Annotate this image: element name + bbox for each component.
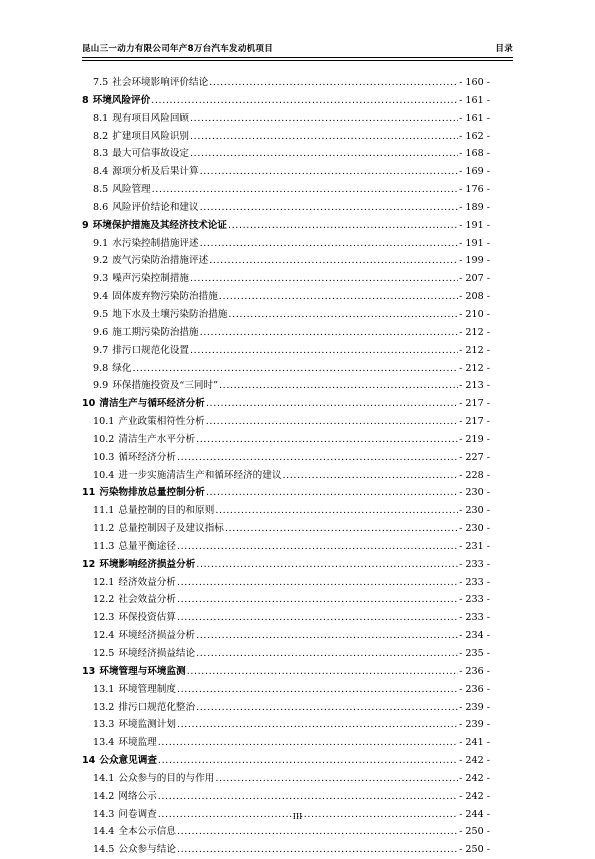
toc-entry-line (93, 699, 490, 717)
toc-entry-number: 8.5 (93, 184, 109, 196)
toc-dot-leader (190, 110, 458, 128)
toc-entry-number: 14.2 (93, 790, 115, 802)
toc-section-entry[interactable] (82, 449, 490, 467)
toc-entry-number: 9.4 (93, 291, 109, 303)
toc-entry-line (93, 574, 490, 592)
toc-section-entry[interactable] (82, 431, 490, 449)
toc-entry-number: 8.2 (93, 130, 109, 142)
toc-entry-title: 进一步实施清洁生产和循环经济的建议 (118, 469, 282, 481)
toc-dot-leader (206, 484, 458, 502)
toc-entry-line (82, 556, 490, 574)
toc-entry-number: 9.5 (93, 308, 109, 320)
toc-section-entry[interactable] (82, 627, 490, 645)
toc-entry-page: - 217 - (459, 398, 490, 410)
toc-entry-line (93, 734, 490, 752)
toc-dot-leader (151, 92, 458, 110)
toc-entry-page: - 217 - (459, 416, 490, 428)
toc-entry-title: 环境管理与环境监测 (99, 665, 186, 677)
toc-entry-number: 8.6 (93, 201, 109, 213)
toc-dot-leader (158, 788, 458, 806)
toc-dot-leader (187, 663, 458, 681)
toc-entry-title: 总量平衡途径 (118, 540, 176, 552)
toc-dot-leader (177, 574, 458, 592)
toc-entry-page: - 208 - (459, 291, 490, 303)
header-divider (82, 57, 513, 61)
toc-entry-number: 10.3 (93, 451, 115, 463)
toc-dot-leader (215, 770, 458, 788)
toc-entry-line (93, 110, 490, 128)
toc-section-entry[interactable] (82, 413, 490, 431)
toc-section-entry[interactable] (82, 360, 490, 378)
toc-entry-number: 11 (82, 487, 96, 499)
toc-entry-line (93, 823, 490, 841)
toc-entry-number: 13.2 (93, 701, 115, 713)
toc-entry-title: 施工期污染防治措施 (112, 326, 199, 338)
toc-entry-title: 社会效益分析 (118, 594, 176, 606)
toc-entry-number: 12.1 (93, 576, 115, 588)
toc-dot-leader (200, 324, 458, 342)
toc-entry-title: 环境经济损益结论 (118, 648, 196, 659)
toc-entry-title: 环境影响经济损益分析 (99, 558, 196, 570)
toc-entry-title: 环保投资估算 (118, 612, 176, 624)
toc-section-entry[interactable] (82, 734, 490, 752)
toc-dot-leader (177, 823, 458, 841)
toc-dot-leader (158, 734, 458, 752)
toc-entry-title: 固体废弃物污染防治措施 (112, 291, 218, 303)
toc-entry-number: 10.2 (93, 433, 115, 445)
toc-dot-leader (228, 306, 458, 324)
toc-dot-leader (177, 591, 458, 609)
toc-entry-line (93, 467, 490, 485)
toc-entry-number: 8.4 (93, 166, 109, 178)
toc-dot-leader (206, 395, 458, 413)
toc-entry-page: - 228 - (459, 469, 490, 481)
toc-entry-number: 12 (82, 558, 96, 570)
toc-entry-line (93, 449, 490, 467)
toc-dot-leader (228, 217, 458, 235)
toc-entry-number: 11.3 (93, 540, 115, 552)
toc-entry-number: 7.5 (93, 77, 109, 88)
toc-dot-leader (206, 413, 458, 431)
toc-entry-number: 9.1 (93, 237, 109, 249)
toc-entry-number: 13.4 (93, 737, 115, 749)
toc-entry-number: 9.6 (93, 326, 109, 338)
toc-entry-title: 风险管理 (112, 184, 151, 196)
toc-section-entry[interactable] (82, 110, 490, 128)
toc-section-entry[interactable] (82, 467, 490, 485)
toc-entry-number: 8.1 (93, 112, 109, 124)
toc-entry-title: 废气污染防治措施评述 (112, 255, 209, 267)
toc-dot-leader (196, 431, 458, 449)
toc-dot-leader (196, 627, 458, 645)
toc-entry-title: 环保措施投资及“三同时” (112, 380, 219, 392)
toc-entry-number: 13.3 (93, 719, 115, 731)
page-header (82, 40, 513, 54)
toc-dot-leader (132, 360, 458, 378)
toc-entry-page: - 230 - (459, 487, 490, 499)
toc-entry-line (93, 235, 490, 253)
toc-section-entry[interactable] (82, 574, 490, 592)
header-project-title: 昆山三一动力有限公司年产8万台汽车发动机项目 (82, 44, 274, 54)
toc-entry-page: - 242 - (459, 790, 490, 802)
toc-dot-leader (219, 288, 458, 306)
toc-entry-title: 排污口规范化设置 (112, 344, 190, 356)
toc-entry-page: - 242 - (459, 755, 490, 767)
toc-dot-leader (225, 520, 458, 538)
toc-section-entry[interactable] (82, 699, 490, 717)
toc-section-entry[interactable] (82, 128, 490, 146)
toc-entry-page: - 250 - (459, 826, 490, 838)
toc-entry-line (93, 788, 490, 806)
toc-dot-leader (209, 252, 458, 270)
toc-entry-number: 11.1 (93, 505, 115, 517)
toc-entry-line (93, 288, 490, 306)
toc-dot-leader (190, 342, 458, 360)
toc-entry-line (93, 645, 490, 663)
toc-entry-page: - 234 - (459, 630, 490, 642)
toc-entry-number: 14.1 (93, 772, 115, 784)
toc-entry-title: 地下水及土壤污染防治措施 (112, 308, 228, 320)
toc-entry-title: 风险评价结论和建议 (112, 201, 199, 213)
toc-dot-leader (200, 235, 458, 253)
toc-section-entry[interactable] (82, 163, 490, 181)
toc-chapter-entry[interactable] (82, 752, 490, 770)
table-of-contents (82, 74, 490, 859)
toc-entry-page: - 160 - (459, 77, 490, 88)
toc-entry-line (93, 520, 490, 538)
toc-entry-title: 公众参与的目的与作用 (118, 772, 215, 784)
toc-dot-leader (152, 181, 458, 199)
toc-entry-page: - 235 - (459, 648, 490, 659)
toc-entry-line (93, 413, 490, 431)
toc-entry-page: - 189 - (459, 201, 490, 213)
toc-section-entry[interactable] (82, 681, 490, 699)
toc-entry-page: - 244 - (459, 808, 490, 820)
toc-entry-title: 现有项目风险回顾 (112, 112, 190, 124)
toc-entry-title: 最大可信事故设定 (112, 148, 190, 160)
toc-dot-leader (190, 128, 458, 146)
toc-entry-number: 12.5 (93, 648, 115, 659)
toc-entry-line (82, 752, 490, 770)
toc-entry-page: - 207 - (459, 273, 490, 285)
toc-dot-leader (196, 645, 458, 663)
toc-dot-leader (177, 716, 458, 734)
toc-section-entry[interactable] (82, 74, 490, 92)
toc-entry-page: - 191 - (459, 237, 490, 249)
toc-entry-line (93, 591, 490, 609)
toc-entry-page: - 191 - (459, 219, 490, 231)
toc-entry-line (82, 484, 490, 502)
toc-entry-number: 10 (82, 398, 96, 410)
toc-entry-number: 14.3 (93, 808, 115, 820)
toc-entry-page: - 162 - (459, 130, 490, 142)
toc-entry-title: 公众意见调查 (99, 755, 157, 767)
toc-entry-page: - 161 - (459, 112, 490, 124)
toc-entry-number: 10.4 (93, 469, 115, 481)
toc-entry-page: - 239 - (459, 719, 490, 731)
toc-chapter-entry[interactable] (82, 92, 490, 110)
toc-section-entry[interactable] (82, 199, 490, 217)
toc-entry-number: 9.7 (93, 344, 109, 356)
toc-entry-line (93, 502, 490, 520)
toc-entry-title: 环境监理 (118, 737, 157, 749)
toc-entry-page: - 227 - (459, 451, 490, 463)
toc-entry-title: 绿化 (112, 362, 132, 374)
toc-entry-title: 清洁生产与循环经济分析 (99, 398, 205, 410)
toc-entry-number: 9 (82, 219, 89, 231)
toc-section-entry[interactable] (82, 235, 490, 253)
toc-entry-line (93, 145, 490, 163)
toc-entry-line (93, 681, 490, 699)
toc-entry-page: - 230 - (459, 523, 490, 535)
toc-entry-line (93, 770, 490, 788)
toc-dot-leader (215, 502, 458, 520)
toc-entry-title: 社会环境影响评价结论 (112, 77, 209, 88)
toc-entry-title: 排污口规范化整治 (118, 701, 196, 713)
toc-entry-line (93, 252, 490, 270)
toc-entry-line (93, 342, 490, 360)
toc-section-entry[interactable] (82, 342, 490, 360)
toc-entry-line (93, 431, 490, 449)
toc-section-entry[interactable] (82, 609, 490, 627)
toc-entry-line (82, 217, 490, 235)
toc-entry-title: 扩建项目风险识别 (112, 130, 190, 142)
toc-dot-leader (177, 538, 458, 556)
toc-section-entry[interactable] (82, 252, 490, 270)
toc-entry-number: 14.5 (93, 844, 115, 856)
toc-entry-page: - 250 - (459, 844, 490, 856)
toc-entry-page: - 169 - (459, 166, 490, 178)
toc-entry-page: - 233 - (459, 558, 490, 570)
toc-entry-title: 环境管理制度 (118, 683, 176, 695)
toc-entry-line (93, 270, 490, 288)
toc-dot-leader (200, 199, 458, 217)
toc-section-entry[interactable] (82, 716, 490, 734)
toc-dot-leader (282, 467, 458, 485)
toc-entry-title: 噪声污染控制措施 (112, 273, 190, 285)
toc-entry-title: 总量控制因子及建议指标 (118, 523, 224, 535)
toc-entry-line (93, 716, 490, 734)
toc-dot-leader (196, 556, 458, 574)
toc-dot-leader (177, 449, 458, 467)
toc-entry-page: - 236 - (459, 683, 490, 695)
toc-entry-page: - 212 - (459, 326, 490, 338)
toc-entry-page: - 213 - (459, 380, 490, 392)
toc-entry-title: 经济效益分析 (118, 576, 176, 588)
toc-entry-line (82, 663, 490, 681)
toc-entry-title: 公众参与结论 (118, 844, 176, 856)
header-section-label: 目录 (495, 44, 513, 54)
toc-dot-leader (177, 841, 458, 859)
toc-dot-leader (200, 163, 458, 181)
toc-entry-page: - 212 - (459, 362, 490, 374)
toc-entry-line (93, 360, 490, 378)
toc-entry-page: - 239 - (459, 701, 490, 713)
toc-section-entry[interactable] (82, 288, 490, 306)
toc-entry-page: - 210 - (459, 308, 490, 320)
toc-chapter-entry[interactable] (82, 217, 490, 235)
toc-entry-line (93, 181, 490, 199)
toc-entry-number: 11.2 (93, 523, 115, 535)
toc-section-entry[interactable] (82, 645, 490, 663)
toc-section-entry[interactable] (82, 841, 490, 859)
toc-entry-page: - 231 - (459, 540, 490, 552)
toc-entry-line (93, 627, 490, 645)
toc-entry-title: 全本公示信息 (118, 826, 176, 838)
toc-entry-title: 循环经济分析 (118, 451, 176, 463)
toc-chapter-entry[interactable] (82, 484, 490, 502)
toc-entry-number: 13.1 (93, 683, 115, 695)
toc-entry-title: 源项分析及后果计算 (112, 166, 199, 178)
toc-entry-line (93, 128, 490, 146)
toc-section-entry[interactable] (82, 270, 490, 288)
toc-chapter-entry[interactable] (82, 395, 490, 413)
toc-chapter-entry[interactable] (82, 663, 490, 681)
toc-entry-number: 8.3 (93, 148, 109, 160)
toc-entry-number: 12.3 (93, 612, 115, 624)
toc-entry-page: - 236 - (459, 665, 490, 677)
toc-entry-line (93, 324, 490, 342)
page-number: III (292, 812, 303, 821)
toc-entry-number: 9.3 (93, 273, 109, 285)
toc-entry-number: 9.9 (93, 380, 109, 392)
toc-entry-page: - 242 - (459, 772, 490, 784)
toc-section-entry[interactable] (82, 770, 490, 788)
toc-section-entry[interactable] (82, 823, 490, 841)
toc-entry-line (93, 163, 490, 181)
toc-entry-line (93, 609, 490, 627)
toc-entry-line (82, 92, 490, 110)
toc-dot-leader (219, 377, 458, 395)
toc-dot-leader (190, 270, 458, 288)
toc-section-entry[interactable] (82, 377, 490, 395)
toc-dot-leader (196, 699, 458, 717)
toc-entry-line (93, 74, 490, 92)
toc-chapter-entry[interactable] (82, 556, 490, 574)
toc-entry-page: - 233 - (459, 612, 490, 624)
toc-entry-number: 13 (82, 665, 96, 677)
toc-entry-page: - 161 - (459, 94, 490, 106)
toc-entry-page: - 233 - (459, 594, 490, 606)
toc-entry-title: 总量控制的目的和原则 (118, 505, 215, 517)
toc-dot-leader (177, 681, 458, 699)
toc-entry-page: - 212 - (459, 344, 490, 356)
toc-entry-title: 问卷调查 (118, 808, 157, 820)
toc-entry-page: - 230 - (459, 505, 490, 517)
toc-entry-title: 清洁生产水平分析 (118, 433, 196, 445)
toc-dot-leader (209, 74, 458, 92)
toc-entry-title: 污染物排放总量控制分析 (99, 487, 205, 499)
toc-entry-title: 环境保护措施及其经济技术论证 (92, 219, 227, 231)
toc-entry-title: 水污染控制措施评述 (112, 237, 199, 249)
toc-section-entry[interactable] (82, 181, 490, 199)
toc-entry-page: - 168 - (459, 148, 490, 160)
toc-section-entry[interactable] (82, 306, 490, 324)
toc-entry-number: 14.4 (93, 826, 115, 838)
toc-entry-title: 环境风险评价 (92, 94, 151, 106)
toc-entry-title: 产业政策相符性分析 (118, 416, 205, 428)
toc-entry-number: 12.2 (93, 594, 115, 606)
toc-entry-number: 14 (82, 755, 96, 767)
toc-entry-number: 10.1 (93, 416, 115, 428)
toc-entry-number: 9.2 (93, 255, 109, 267)
toc-entry-page: - 199 - (459, 255, 490, 267)
toc-entry-title: 环境经济损益分析 (118, 630, 196, 642)
toc-entry-title: 网络公示 (118, 790, 157, 802)
toc-section-entry[interactable] (82, 591, 490, 609)
toc-dot-leader (190, 145, 458, 163)
toc-entry-line (93, 377, 490, 395)
toc-section-entry[interactable] (82, 788, 490, 806)
toc-entry-line (93, 199, 490, 217)
toc-entry-page: - 219 - (459, 433, 490, 445)
toc-dot-leader (177, 609, 458, 627)
toc-entry-number: 8 (82, 94, 89, 106)
toc-section-entry[interactable] (82, 520, 490, 538)
toc-entry-number: 9.8 (93, 362, 109, 374)
toc-section-entry[interactable] (82, 538, 490, 556)
toc-entry-page: - 241 - (459, 737, 490, 749)
toc-dot-leader (158, 752, 458, 770)
toc-entry-line (93, 538, 490, 556)
toc-entry-page: - 176 - (459, 184, 490, 196)
toc-entry-number: 12.4 (93, 630, 115, 642)
toc-section-entry[interactable] (82, 324, 490, 342)
toc-entry-line (82, 395, 490, 413)
toc-entry-line (93, 306, 490, 324)
toc-section-entry[interactable] (82, 502, 490, 520)
toc-section-entry[interactable] (82, 145, 490, 163)
toc-entry-line (93, 841, 490, 859)
toc-entry-title: 环境监测计划 (118, 719, 176, 731)
toc-entry-page: - 233 - (459, 576, 490, 588)
